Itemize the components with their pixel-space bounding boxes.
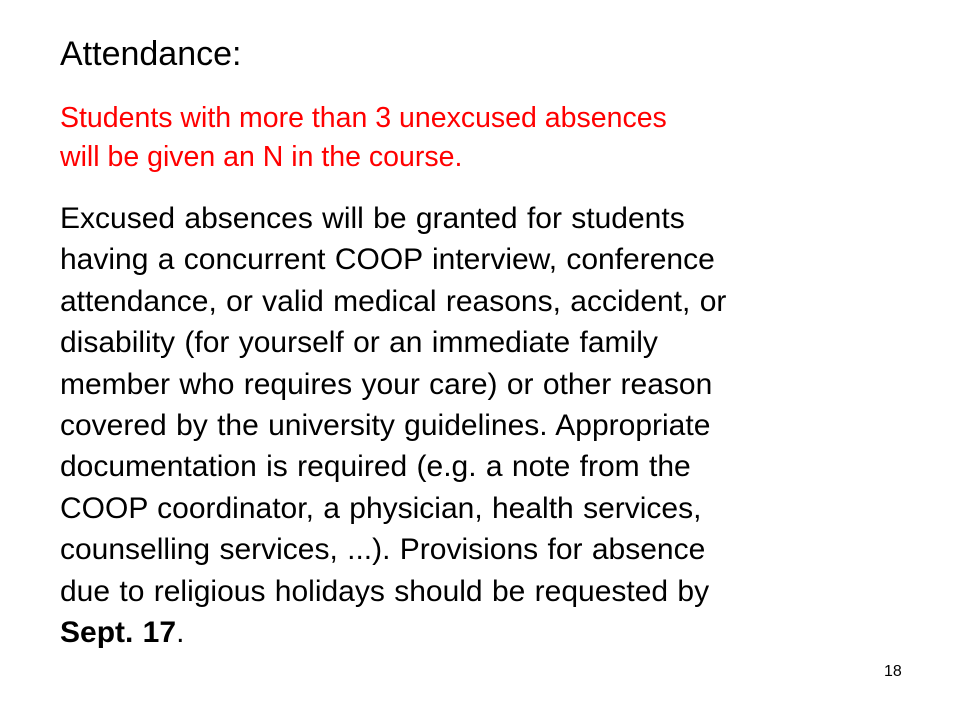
deadline-period: .	[176, 616, 185, 650]
warning-line-2: will be given an N in the course.	[60, 141, 463, 173]
policy-line-1: Excused absences will be granted for students	[60, 202, 685, 235]
page-number: 18	[884, 663, 902, 680]
slide-title: Attendance:	[60, 35, 242, 73]
unexcused-absence-warning	[60, 99, 920, 177]
policy-line-9: counselling services, ...). Provisions for absence	[60, 533, 706, 567]
excused-absence-policy	[60, 198, 920, 653]
request-deadline: Sept. 17	[60, 616, 177, 650]
policy-line-7: documentation is required (e.g. a note from the	[60, 450, 691, 484]
policy-line-2: having a concurrent COOP interview, conference	[60, 243, 715, 277]
policy-line-3: attendance, or valid medical reasons, accident, or	[60, 284, 727, 318]
policy-line-4: disability (for yourself or an immediate family	[60, 326, 658, 360]
warning-line-1: Students with more than 3 unexcused absences	[60, 102, 667, 134]
policy-line-10: due to religious holidays should be requested by	[60, 574, 710, 608]
policy-line-11	[60, 612, 920, 653]
policy-line-5: member who requires your care) or other reason	[60, 367, 713, 401]
policy-line-8: COOP coordinator, a physician, health services,	[60, 491, 702, 525]
policy-line-6: covered by the university guidelines. Appropriate	[60, 409, 711, 443]
